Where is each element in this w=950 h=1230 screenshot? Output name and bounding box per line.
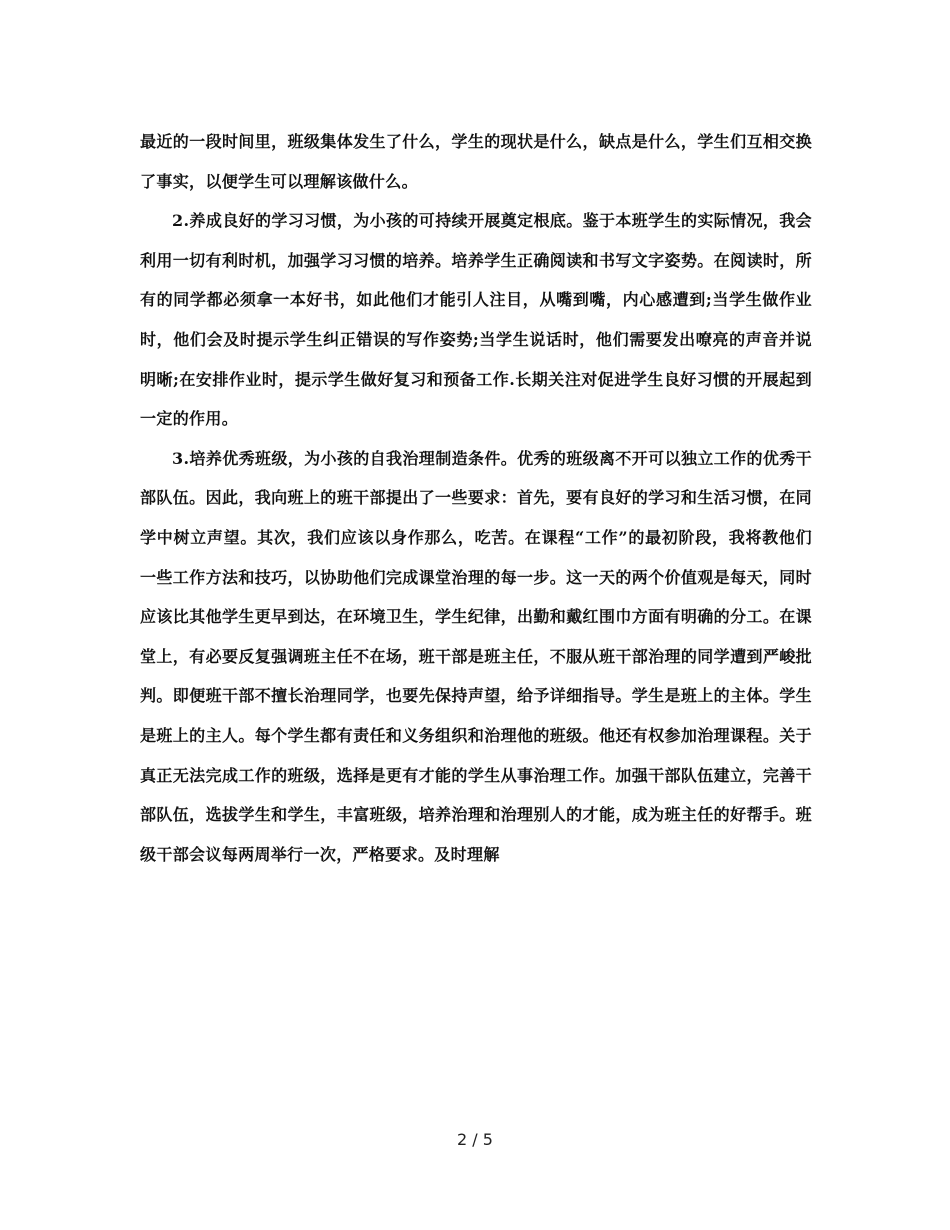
paragraph-3: 3.培养优秀班级，为小孩的自我治理制造条件。优秀的班级离不开可以独立工作的优秀干部队伍。因此，我向班上的班干部提出了一些要求：首先，要有良好的学习和生活习惯，在同学中树立声望。其次，我们应该以身作那么，吃苦。在课程“工作”的最初阶段，我将教他们一些工作方法和技巧，以协助他们完成课堂治理的每一步。这一天的两个价值观是每天，同时应该比其他学生更早到达，在环境卫生，学生纪律，出勤和戴红围巾方面有明确的分工。在课堂上，有必要反复强调班主任不在场，班干部是班主任，不服从班干部治理的同学遭到严峻批判。即便班干部不擅长治理同学，也要先保持声望，给予详细指导。学生是班上的主体。学生是班上的主人。每个学生都有责任和义务组织和治理他的班级。他还有权参加治理课程。关于真正无法完成工作的班级，选择是更有才能的学生从事治理工作。加强干部队伍建立，完善干部队伍，选拔学生和学生，丰富班级，培养治理和治理别人的才能，成为班主任的好帮手。班级干部会议每两周举行一次，严格要求。及时理解 bbox=[140, 448, 812, 864]
paragraph-1: 最近的一段时间里，班级集体发生了什么，学生的现状是什么，缺点是什么，学生们互相交换了事实，以便学生可以理解该做什么。 bbox=[140, 132, 812, 191]
document-body bbox=[140, 122, 812, 874]
paragraph-2: 2.养成良好的学习习惯，为小孩的可持续开展奠定根底。鉴于本班学生的实际情况，我会利用一切有利时机，加强学习习惯的培养。培养学生正确阅读和书写文字姿势。在阅读时，所有的同学都必须拿一本好书，如此他们才能引人注目，从嘴到嘴，内心感遭到;当学生做作业时，他们会及时提示学生纠正错误的写作姿势;当学生说话时，他们需要发出嘹亮的声音并说明晰;在安排作业时，提示学生做好复习和预备工作.长期关注对促进学生良好习惯的开展起到一定的作用。 bbox=[140, 211, 812, 429]
page-number: 2 / 5 bbox=[457, 1130, 493, 1149]
